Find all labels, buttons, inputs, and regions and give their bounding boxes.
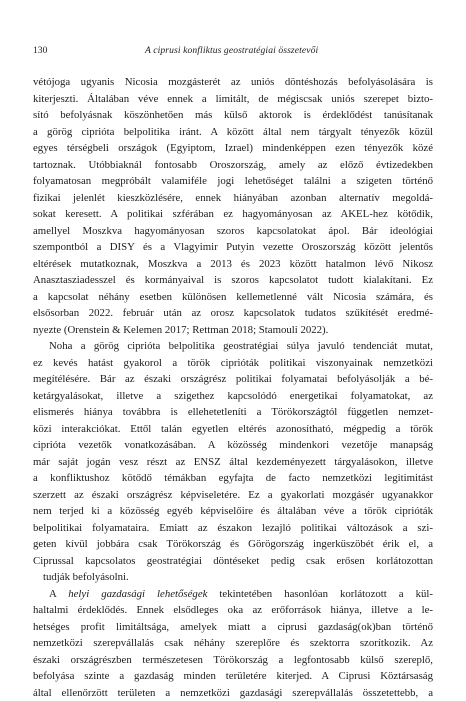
page-number: 130 [33, 44, 47, 58]
text-line: befolyása szinte a gazdaság minden területére kiterjed. A Ciprusi Köztársaság [33, 668, 433, 685]
text-segment: tekintetében hasonlóan korlátozott a kül- [207, 588, 433, 600]
running-title: A ciprusi konfliktus geostratégiai összetevői [145, 44, 318, 58]
text-line: nemzetközi szerepvállalás csak néhány szereplőre és szektorra szorítkozik. Az [33, 635, 433, 652]
text-line: már saját jogán vesz részt az ENSZ által kezdeményezett tárgyalásokon, illetve [33, 454, 433, 471]
text-line: tartoznak. Utóbbiaknál fontosabb Oroszország, amely az előző évtizedekben [33, 157, 433, 174]
text-line: Ciprussal kapcsolatos geostratégiai döntéseket pedig csak erősen korlátozottan [33, 553, 433, 570]
text-line: szempontból a DISY és a Vlagyimir Putyin vezette Oroszország között jelentős [33, 239, 433, 256]
text-line: a kapcsolat néhány esetben különösen kellemetlenné vált Nicosia számára, és [33, 289, 433, 306]
text-line: ciprióta vezetők vonatkozásában. A közösség mindenkori vezetője manapság [33, 437, 433, 454]
text-line: nem terjed ki a közösség egyéb képviselőire és általában véve a török ciprióták [33, 503, 433, 520]
text-line: amellyel Moszkva hagyományosan szoros kapcsolatokat ápol. Bár ideológiai [33, 223, 433, 240]
text-line: közi interakciókat. Ettől talán egyetlen eltérés azonosítható, mégpedig a török [33, 421, 433, 438]
running-head [33, 44, 433, 58]
text-line: elsősorban 2022. február után az orosz kapcsolatok tudatos szűkítését eredmé- [33, 305, 433, 322]
text-line: nyezte (Orenstein & Kelemen 2017; Rettman 2018; Stamouli 2022). [33, 322, 433, 339]
italic-phrase: helyi gazdasági lehetőségek [68, 588, 207, 600]
text-segment: A [49, 588, 68, 600]
text-line: egyes térségbeli országok (Egyiptom, Izrael) mindenképpen ezen tényezők közé [33, 140, 433, 157]
text-line-with-emphasis [33, 586, 433, 603]
text-line: elismerés hiánya továbbra is ellehetetleníti a Törökországtól független nemzet- [33, 404, 433, 421]
body-text [33, 74, 433, 701]
text-line: szerzett az északi országrész képviseletére. Ez a gyakorlati mozgásér ugyanakkor [33, 487, 433, 504]
text-line: a konfliktushoz kötődő témákban egyfajta de facto nemzetközi legitimitást [33, 470, 433, 487]
text-line: ketárgyalásokat, illetve a szigethez kapcsolódó energetikai folyamatokat, az [33, 388, 433, 405]
text-line: Noha a görög ciprióta belpolitika geostratégiai súlya javuló tendenciát mutat, [33, 338, 433, 355]
text-line: megítélésére. Bár az északi országrész politikai folyamatai befolyásolják a bé- [33, 371, 433, 388]
text-line: tudják befolyásolni. [33, 569, 433, 586]
text-line: Anasztasziadesszel és kormányaival is szoros kapcsolatot tudott kialakítani. Ez [33, 272, 433, 289]
text-line: ez kevés hatást gyakorol a török ciprióták politikai viszonyainak nemzetközi [33, 355, 433, 372]
text-line: által ellenőrzött területen a nemzetközi gazdasági szerepvállalás összetettebb, a [33, 685, 433, 701]
text-line: eltérések mutatkoznak, Moszkva a 2013 és 2023 között hatalmon lévő Nikosz [33, 256, 433, 273]
text-line: geten kívül jobbára csak Törökország és Görögország ingerküszöbét érik el, a [33, 536, 433, 553]
text-line: haltalmi érdeklődés. Ennek elsődleges oka az erőforrások hiánya, illetve a le- [33, 602, 433, 619]
text-line: vétójoga ugyanis Nicosia mozgásterét az uniós döntéshozás befolyásolására is [33, 74, 433, 91]
text-line: sokat keresett. A politikai szférában ez hagyományosan az AKEL-hez kötődik, [33, 206, 433, 223]
text-line: belpolitikai folyamataira. Emiatt az északon lezajló politikai változások a szi- [33, 520, 433, 537]
text-line: folyamatosan megpróbált valamiféle jogi lehetőséget találni a szigeten történő [33, 173, 433, 190]
text-line: hetséges profit limitáltsága, amelyek miatt a ciprusi gazdaság(ok)ban történő [33, 619, 433, 636]
text-line: északi országrészben természetesen Törökország a legfontosabb külső szereplő, [33, 652, 433, 669]
text-line: sító befolyásnak köszönhetően más külső aktorok is érdeklődést tanúsítanak [33, 107, 433, 124]
text-line: a görög ciprióta belpolitika iránt. A között által nem tárgyalt tényezők közül [33, 124, 433, 141]
text-line: kiterjeszti. Általában véve ennek a limitált, de mégiscsak uniós szerepet bizto- [33, 91, 433, 108]
text-line: fizikai jelenlét kieszközlésére, ennek hiányában azonban alternatív megoldá- [33, 190, 433, 207]
